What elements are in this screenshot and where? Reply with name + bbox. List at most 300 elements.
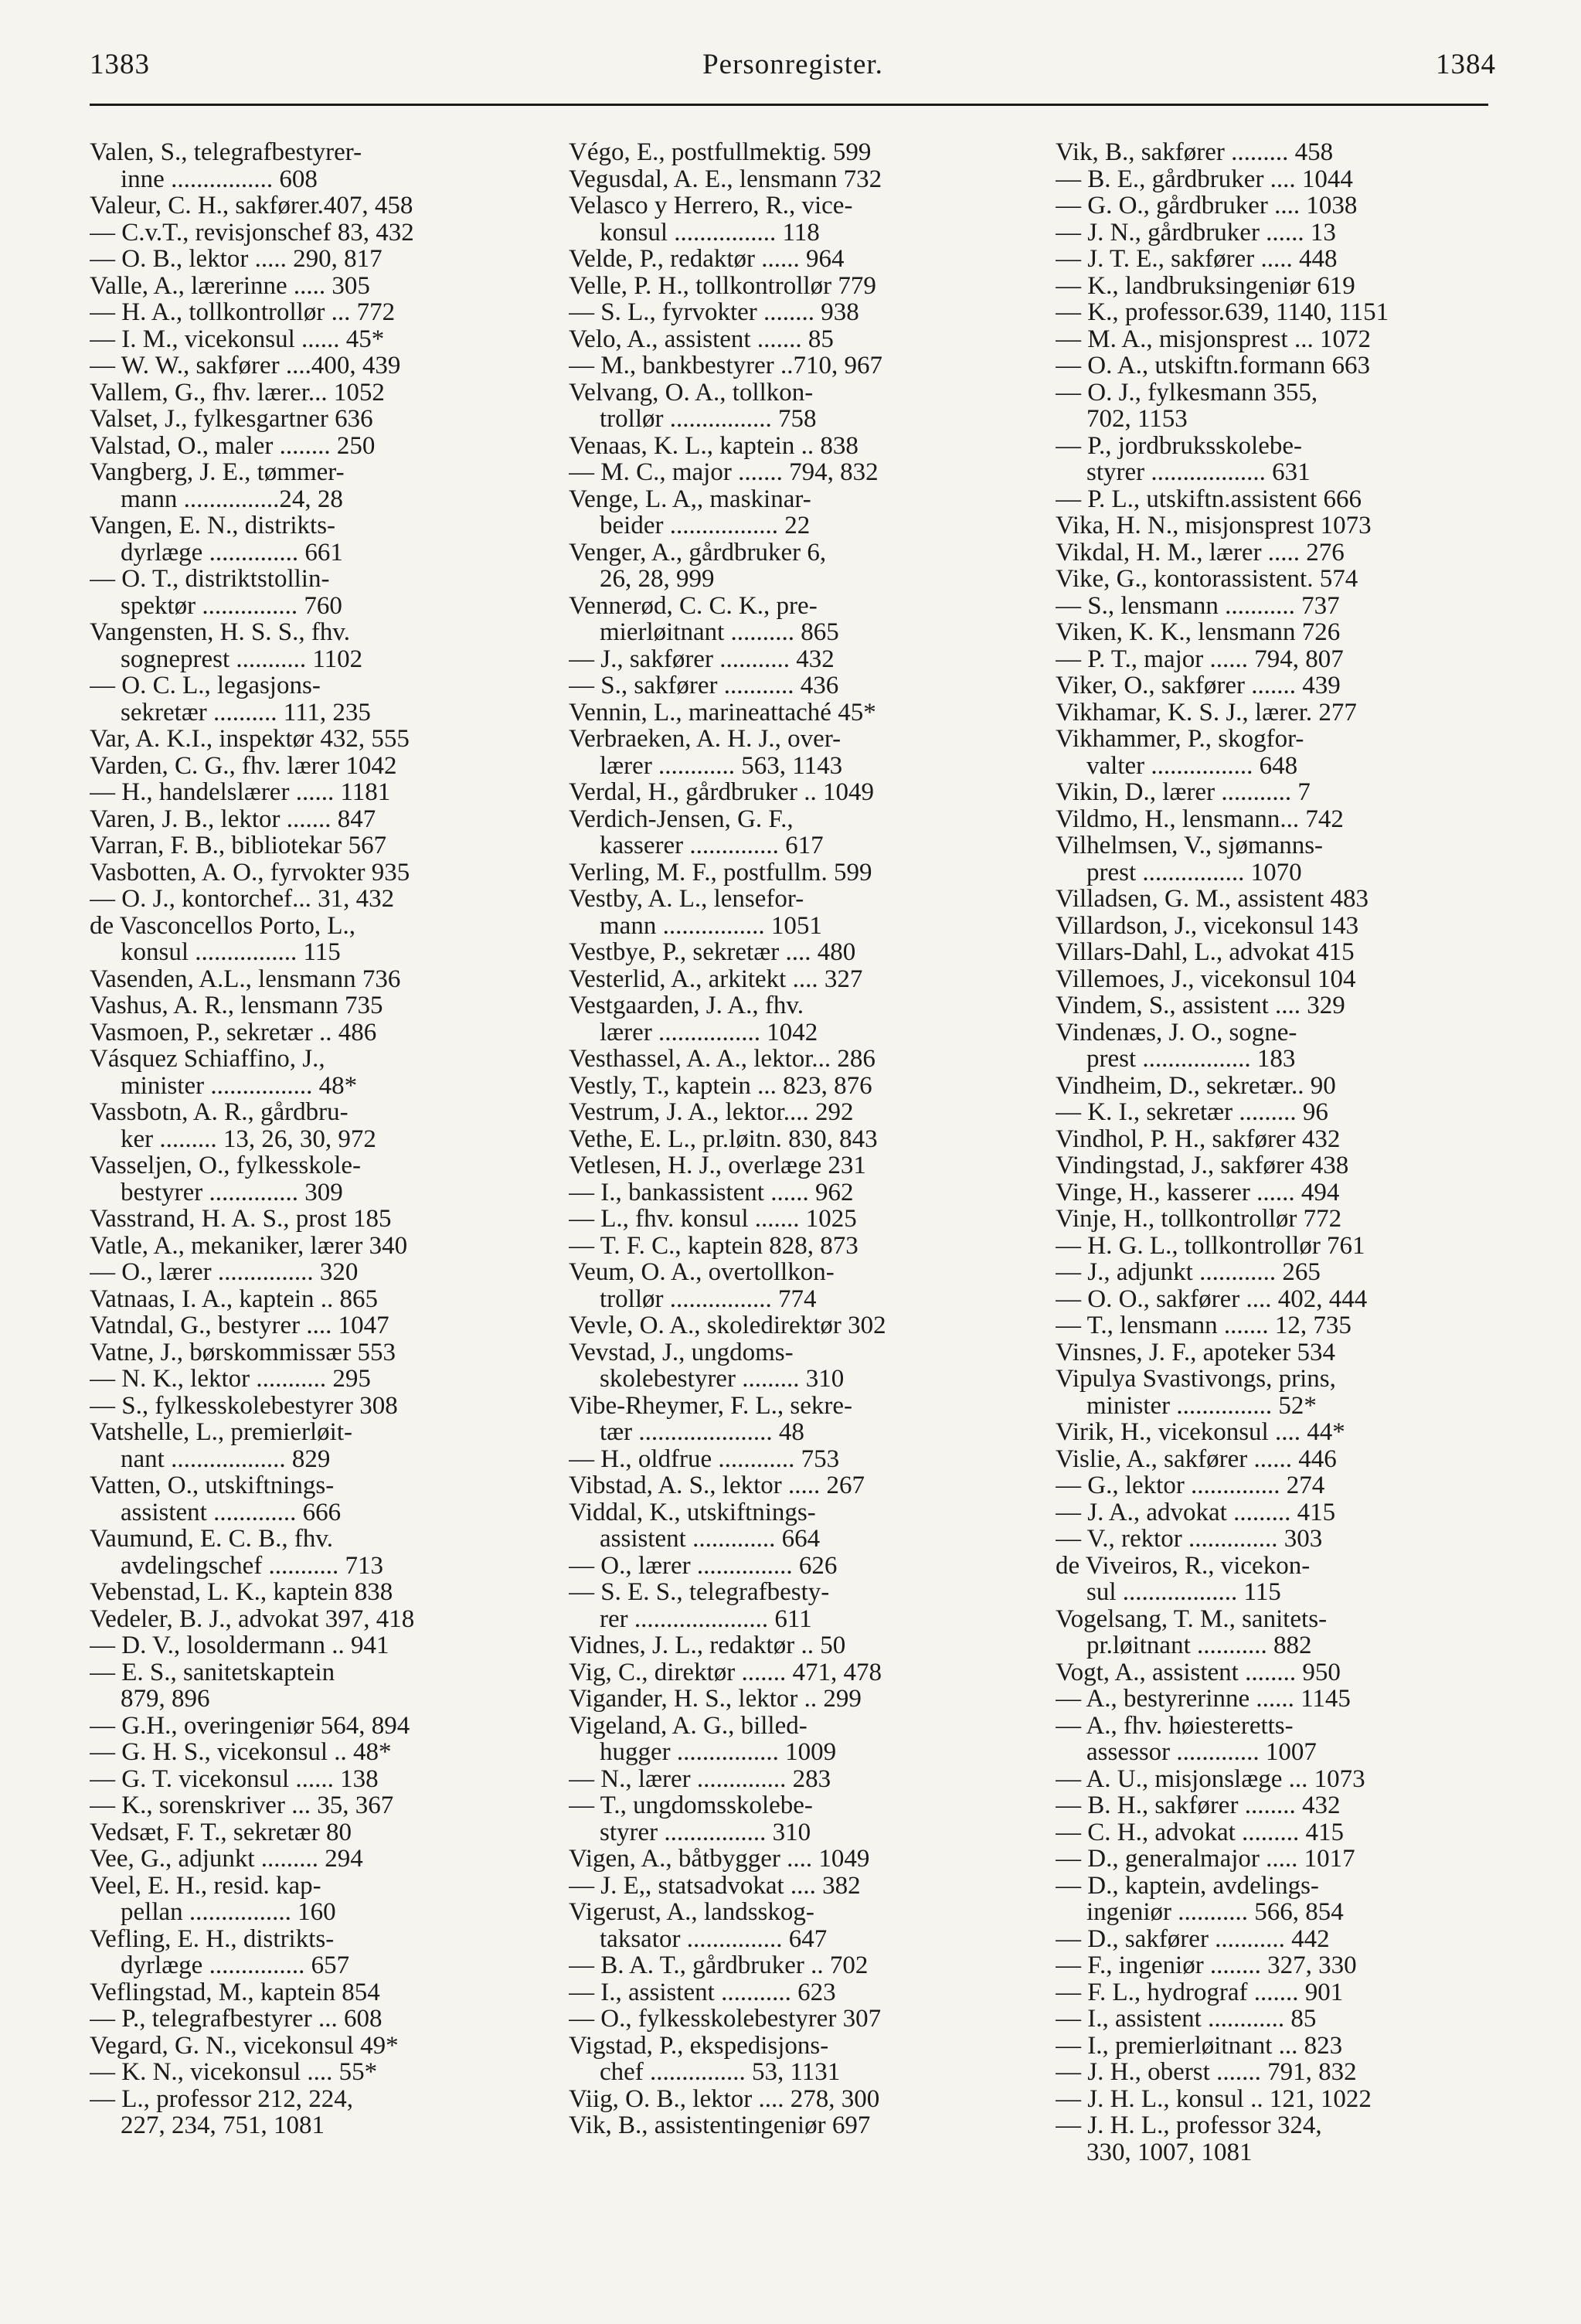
register-entry [90, 1339, 535, 1366]
entry-line [90, 1979, 535, 2006]
entry-text: — H. G. L., tollkontrollør 761 [1056, 1232, 1365, 1259]
register-entry [1056, 1286, 1496, 1313]
entry-line [90, 2033, 535, 2060]
entry-text: Vipulya Svastivongs, prins, [1056, 1366, 1336, 1393]
register-entry [90, 1259, 535, 1286]
entry-continuation [90, 486, 535, 513]
entry-line [90, 352, 535, 379]
entry-continuation [569, 1366, 1013, 1393]
entry-line [569, 1152, 1013, 1179]
register-entry [90, 1979, 535, 2006]
entry-text: dyrlæge ............... 657 [121, 1952, 350, 1979]
register-entry [90, 1873, 535, 1926]
entry-text: — J., sakfører ........... 432 [569, 645, 835, 672]
entry-text: 702, 1153 [1086, 406, 1188, 433]
entry-line [1056, 806, 1496, 833]
entry-text: — O. O., sakfører .... 402, 444 [1056, 1285, 1368, 1312]
register-entry [569, 1126, 1013, 1153]
entry-line [1056, 1713, 1496, 1740]
entry-text: Vevle, O. A., skoledirektør 302 [569, 1312, 886, 1339]
entry-line [569, 1206, 1013, 1233]
entry-line [569, 1713, 1013, 1740]
entry-continuation [90, 539, 535, 567]
register-entry [1056, 1259, 1496, 1286]
entry-continuation [90, 1126, 535, 1153]
register-entry [1056, 1526, 1496, 1553]
entry-line [1056, 379, 1496, 407]
register-entry [1056, 1206, 1496, 1233]
register-entry [569, 1659, 1013, 1686]
entry-line [90, 1632, 535, 1659]
entry-line [569, 646, 1013, 673]
register-entry [90, 2006, 535, 2033]
entry-text: — D., kaptein, avdelings- [1056, 1872, 1319, 1899]
entry-line [1056, 1819, 1496, 1846]
register-entry [90, 1659, 535, 1713]
entry-text: Var, A. K.I., inspektør 432, 555 [90, 726, 410, 753]
entry-text: 330, 1007, 1081 [1086, 2139, 1253, 2166]
entry-line [1056, 1206, 1496, 1233]
entry-text: Valen, S., telegrafbestyrer- [90, 139, 362, 166]
entry-text: — K., sorenskriver ... 35, 367 [90, 1792, 394, 1819]
entry-line [1056, 192, 1496, 219]
register-entry [90, 1233, 535, 1260]
entry-line [90, 1926, 535, 1953]
entry-text: Varran, F. B., bibliotekar 567 [90, 832, 387, 859]
register-entry [569, 1099, 1013, 1126]
column-2 [569, 139, 1013, 2139]
register-entry [569, 1979, 1013, 2006]
entry-line [569, 1792, 1013, 1819]
entry-line [90, 619, 535, 646]
entry-text: — I., assistent ........... 623 [569, 1979, 836, 2006]
register-entry [90, 1046, 535, 1099]
entry-text: minister ............... 52* [1086, 1392, 1317, 1419]
entry-line [569, 593, 1013, 620]
register-entry [90, 273, 535, 300]
entry-text: Vallem, G., fhv. lærer... 1052 [90, 379, 385, 406]
register-entry [1056, 566, 1496, 593]
entry-text: — J. A., advokat ......... 415 [1056, 1499, 1336, 1526]
entry-line [569, 1873, 1013, 1900]
right-page-number: 1384 [1436, 49, 1496, 80]
entry-line [1056, 1312, 1496, 1339]
register-entry [569, 433, 1013, 460]
register-entry [1056, 1792, 1496, 1819]
entry-line [569, 1233, 1013, 1260]
entry-continuation [1056, 1899, 1496, 1926]
register-entry [569, 1233, 1013, 1260]
entry-line [1056, 672, 1496, 699]
entry-line [90, 512, 535, 539]
entry-text: spektør ............... 760 [121, 592, 342, 619]
entry-line [1056, 512, 1496, 539]
header-rule [90, 104, 1488, 106]
entry-line [90, 1766, 535, 1793]
entry-text: Vilhelmsen, V., sjømanns- [1056, 832, 1324, 859]
entry-line [569, 2086, 1013, 2113]
entry-line [1056, 1553, 1496, 1580]
entry-text: — O., fylkesskolebestyrer 307 [569, 2006, 882, 2033]
entry-continuation [569, 566, 1013, 593]
entry-continuation [569, 913, 1013, 940]
entry-line [1056, 779, 1496, 806]
entry-continuation [90, 1553, 535, 1580]
entry-line [90, 1312, 535, 1339]
entry-continuation [569, 1926, 1013, 1953]
entry-text: — I., assistent ............ 85 [1056, 2006, 1317, 2033]
entry-text: — J. H. L., konsul .. 121, 1022 [1056, 2085, 1372, 2112]
entry-text: Velvang, O. A., tollkon- [569, 379, 814, 406]
register-entry [1056, 219, 1496, 247]
register-entry [569, 726, 1013, 779]
entry-text: Vika, H. N., misjonsprest 1073 [1056, 512, 1372, 539]
entry-line [569, 1686, 1013, 1713]
entry-line [90, 2006, 535, 2033]
entry-line [90, 1606, 535, 1633]
entry-line [1056, 1766, 1496, 1793]
entry-text: — A., bestyrerinne ...... 1145 [1056, 1686, 1351, 1713]
entry-text: Viig, O. B., lektor .... 278, 300 [569, 2085, 880, 2112]
register-entry [1056, 246, 1496, 273]
entry-line [1056, 886, 1496, 913]
entry-text: — V., rektor .............. 303 [1056, 1526, 1323, 1553]
entry-continuation [90, 1073, 535, 1100]
entry-line [569, 806, 1013, 833]
entry-continuation [90, 939, 535, 966]
entry-text: Varden, C. G., fhv. lærer 1042 [90, 752, 397, 779]
entry-continuation [90, 1952, 535, 1979]
register-entry [90, 2033, 535, 2060]
entry-text: Villardson, J., vicekonsul 143 [1056, 912, 1359, 939]
entry-continuation [1056, 859, 1496, 886]
register-entry [1056, 699, 1496, 726]
entry-text: Valset, J., fylkesgartner 636 [90, 406, 373, 433]
entry-line [1056, 1419, 1496, 1446]
entry-text: 26, 28, 999 [600, 566, 715, 593]
entry-text: Vennin, L., marineattaché 45* [569, 699, 876, 726]
register-entry [569, 1446, 1013, 1473]
entry-text: Verdich-Jensen, G. F., [569, 805, 794, 832]
entry-line [1056, 1019, 1496, 1046]
register-entry [1056, 192, 1496, 219]
entry-line [1056, 166, 1496, 193]
entry-text: — M., bankbestyrer ..710, 967 [569, 352, 883, 379]
register-entry [1056, 273, 1496, 300]
register-entry [1056, 2086, 1496, 2113]
entry-text: — M. A., misjonsprest ... 1072 [1056, 325, 1371, 352]
entry-line [90, 1819, 535, 1846]
entry-continuation [90, 1446, 535, 1473]
entry-continuation [1056, 1393, 1496, 1420]
entry-line [90, 1873, 535, 1900]
entry-text: 879, 896 [121, 1686, 210, 1713]
entry-text: Vásquez Schiaffino, J., [90, 1046, 325, 1073]
register-entry [1056, 352, 1496, 379]
entry-text: Vibstad, A. S., lektor ..... 267 [569, 1472, 865, 1499]
entry-line [1056, 139, 1496, 166]
entry-line [1056, 992, 1496, 1019]
entry-text: tær ..................... 48 [600, 1419, 804, 1446]
register-entry [90, 1766, 535, 1793]
entry-text: taksator ............... 647 [600, 1925, 828, 1952]
register-entry [90, 1846, 535, 1873]
entry-text: Vogelsang, T. M., sanitets- [1056, 1605, 1328, 1632]
entry-text: Vesthassel, A. A., lektor... 286 [569, 1046, 876, 1073]
entry-text: Vikin, D., lærer ........... 7 [1056, 779, 1311, 806]
entry-line [569, 2033, 1013, 2060]
register-entry [90, 859, 535, 886]
register-entry [1056, 166, 1496, 193]
register-entry [569, 1686, 1013, 1713]
entry-line [1056, 1926, 1496, 1953]
entry-text: mann ................ 1051 [600, 912, 822, 939]
entry-line [569, 1472, 1013, 1499]
register-entry [90, 966, 535, 993]
register-entry [1056, 779, 1496, 806]
register-entry [1056, 1366, 1496, 1419]
entry-text: Vee, G., adjunkt ......... 294 [90, 1846, 363, 1873]
register-entry [90, 913, 535, 966]
entry-line [1056, 1472, 1496, 1499]
entry-continuation [569, 753, 1013, 780]
entry-text: Viker, O., sakfører ....... 439 [1056, 672, 1341, 699]
register-entry [569, 1259, 1013, 1312]
register-entry [569, 859, 1013, 886]
entry-text: — N. K., lektor ........... 295 [90, 1366, 371, 1393]
entry-continuation [569, 1526, 1013, 1553]
entry-text: — C. H., advokat ......... 415 [1056, 1819, 1345, 1846]
entry-text: chef ............... 53, 1131 [600, 2059, 841, 2086]
entry-text: — J. T. E., sakfører ..... 448 [1056, 246, 1338, 273]
entry-text: Verling, M. F., postfullm. 599 [569, 859, 872, 886]
register-entry [569, 379, 1013, 433]
column-1 [90, 139, 535, 2139]
entry-text: de Vasconcellos Porto, L., [90, 912, 356, 939]
entry-line [1056, 726, 1496, 753]
entry-text: styrer ................ 310 [600, 1819, 811, 1846]
register-entry [569, 192, 1013, 246]
entry-text: minister ................ 48* [121, 1072, 358, 1099]
entry-line [90, 859, 535, 886]
entry-text: dyrlæge .............. 661 [121, 539, 343, 566]
entry-text: Vibe-Rheymer, F. L., sekre- [569, 1392, 853, 1419]
entry-text: — A. U., misjonslæge ... 1073 [1056, 1765, 1365, 1792]
register-entry [569, 1073, 1013, 1100]
entry-text: — G. H. S., vicekonsul .. 48* [90, 1739, 392, 1766]
entry-text: Vatten, O., utskiftnings- [90, 1472, 335, 1499]
register-entry [1056, 1339, 1496, 1366]
entry-text: Velle, P. H., tollkontrollør 779 [569, 272, 876, 299]
register-entry [569, 2112, 1013, 2139]
entry-line [1056, 1126, 1496, 1153]
entry-text: Villars-Dahl, L., advokat 415 [1056, 939, 1355, 966]
entry-line [1056, 913, 1496, 940]
entry-continuation [1056, 1739, 1496, 1766]
register-entry [1056, 1686, 1496, 1713]
entry-line [1056, 1339, 1496, 1366]
register-entry [569, 1206, 1013, 1233]
register-entry [569, 352, 1013, 379]
register-entry [90, 779, 535, 806]
entry-continuation [569, 1739, 1013, 1766]
entry-text: Vildmo, H., lensmann... 742 [1056, 805, 1344, 832]
entry-text: Vasstrand, H. A. S., prost 185 [90, 1206, 392, 1233]
entry-text: ingeniør ........... 566, 854 [1086, 1899, 1344, 1926]
entry-line [569, 966, 1013, 993]
register-entry [569, 2033, 1013, 2086]
entry-text: Velo, A., assistent ....... 85 [569, 325, 834, 352]
register-entry [90, 1926, 535, 1979]
entry-text: Velasco y Herrero, R., vice- [569, 192, 853, 219]
entry-line [1056, 1979, 1496, 2006]
entry-line [569, 246, 1013, 273]
entry-line [1056, 1952, 1496, 1979]
entry-line [569, 1979, 1013, 2006]
entry-text: Villadsen, G. M., assistent 483 [1056, 886, 1368, 913]
entry-text: sul .................. 115 [1086, 1579, 1281, 1606]
entry-line [569, 1632, 1013, 1659]
register-entry [569, 699, 1013, 726]
register-entry [569, 806, 1013, 859]
entry-text: valter ................ 648 [1086, 752, 1298, 779]
entry-text: Vasmoen, P., sekretær .. 486 [90, 1019, 377, 1046]
entry-line [90, 1152, 535, 1179]
entry-line [569, 859, 1013, 886]
entry-line [90, 1046, 535, 1073]
entry-text: — D., sakfører ........... 442 [1056, 1925, 1330, 1952]
register-entry [569, 1713, 1013, 1766]
entry-text: Villemoes, J., vicekonsul 104 [1056, 965, 1356, 992]
entry-text: Vigstad, P., ekspedisjons- [569, 2032, 829, 2059]
entry-text: kasserer .............. 617 [600, 832, 824, 859]
entry-line [1056, 2006, 1496, 2033]
entry-text: — J., adjunkt ............ 265 [1056, 1259, 1321, 1286]
register-entry [1056, 913, 1496, 940]
register-entry [90, 886, 535, 913]
register-entry [90, 352, 535, 379]
entry-line [90, 1286, 535, 1313]
register-entry [569, 2006, 1013, 2033]
entry-line [90, 1659, 535, 1686]
register-entry [90, 566, 535, 619]
entry-text: — M. C., major ....... 794, 832 [569, 459, 879, 486]
entry-text: — O. B., lektor ..... 290, 817 [90, 246, 382, 273]
entry-text: — P., telegrafbestyrer ... 608 [90, 2006, 382, 2033]
entry-text: assistent ............. 666 [121, 1499, 342, 1526]
entry-continuation [90, 1899, 535, 1926]
entry-line [90, 1366, 535, 1393]
register-entry [569, 1579, 1013, 1632]
entry-line [1056, 832, 1496, 859]
entry-line [90, 433, 535, 460]
entry-text: — G. O., gårdbruker .... 1038 [1056, 192, 1358, 219]
register-entry [90, 1286, 535, 1313]
entry-continuation [90, 593, 535, 620]
entry-line [569, 1073, 1013, 1100]
entry-line [90, 1792, 535, 1819]
entry-line [90, 886, 535, 913]
register-entry [1056, 2059, 1496, 2086]
entry-line [90, 2086, 535, 2113]
entry-line [90, 273, 535, 300]
entry-text: Venge, L. A,, maskinar- [569, 485, 811, 512]
entry-line [569, 486, 1013, 513]
entry-text: — T., lensmann ....... 12, 735 [1056, 1312, 1352, 1339]
entry-text: Viddal, K., utskiftnings- [569, 1499, 816, 1526]
entry-text: — K. I., sekretær ......... 96 [1056, 1099, 1328, 1126]
entry-line [1056, 486, 1496, 513]
register-entry [1056, 1606, 1496, 1659]
entry-line [90, 726, 535, 753]
entry-text: Veum, O. A., overtollkon- [569, 1259, 835, 1286]
register-entry [1056, 1152, 1496, 1179]
entry-line [90, 992, 535, 1019]
entry-line [569, 672, 1013, 699]
entry-line [90, 139, 535, 166]
entry-text: — G. T. vicekonsul ...... 138 [90, 1765, 379, 1792]
entry-line [569, 886, 1013, 913]
entry-text: Velde, P., redaktør ...... 964 [569, 246, 845, 273]
register-entry [1056, 139, 1496, 166]
register-entry [569, 672, 1013, 699]
column-3 [1056, 139, 1496, 2166]
entry-line [90, 2059, 535, 2086]
entry-continuation [1056, 1632, 1496, 1659]
register-entry [90, 1579, 535, 1606]
register-entry [569, 539, 1013, 593]
register-entry [569, 1873, 1013, 1900]
register-entry [569, 273, 1013, 300]
left-page-number: 1383 [90, 49, 150, 80]
entry-text: sogneprest ........... 1102 [121, 645, 363, 672]
entry-line [1056, 566, 1496, 593]
register-entry [569, 486, 1013, 539]
entry-text: Vislie, A., sakfører ...... 446 [1056, 1445, 1337, 1472]
entry-text: rer ..................... 611 [600, 1605, 812, 1632]
entry-line [1056, 646, 1496, 673]
register-entry [90, 1739, 535, 1766]
entry-text: Vik, B., sakfører ......... 458 [1056, 139, 1334, 166]
register-entry [90, 1019, 535, 1046]
entry-continuation [569, 1819, 1013, 1846]
entry-text: Vegard, G. N., vicekonsul 49* [90, 2032, 399, 2059]
entry-text: — C.v.T., revisjonschef 83, 432 [90, 219, 414, 246]
register-entry [569, 1846, 1013, 1873]
entry-text: Vinge, H., kasserer ...... 494 [1056, 1179, 1340, 1206]
register-entry [90, 1206, 535, 1233]
register-entry [90, 1393, 535, 1420]
entry-text: — H., handelslærer ...... 1181 [90, 779, 391, 806]
entry-line [569, 1312, 1013, 1339]
entry-text: — D. V., losoldermann .. 941 [90, 1632, 389, 1659]
entry-line [90, 1846, 535, 1873]
entry-continuation [1056, 459, 1496, 486]
entry-text: Vestbye, P., sekretær .... 480 [569, 939, 856, 966]
register-entry [1056, 619, 1496, 646]
entry-text: 227, 234, 751, 1081 [121, 2112, 325, 2139]
register-entry [569, 246, 1013, 273]
entry-line [90, 459, 535, 486]
entry-continuation [1056, 753, 1496, 780]
register-entry [569, 779, 1013, 806]
register-entry [1056, 806, 1496, 833]
entry-text: Vangberg, J. E., tømmer- [90, 459, 345, 486]
register-entry [569, 1339, 1013, 1393]
register-entry [90, 1472, 535, 1526]
entry-line [1056, 1686, 1496, 1713]
register-entry [90, 379, 535, 407]
